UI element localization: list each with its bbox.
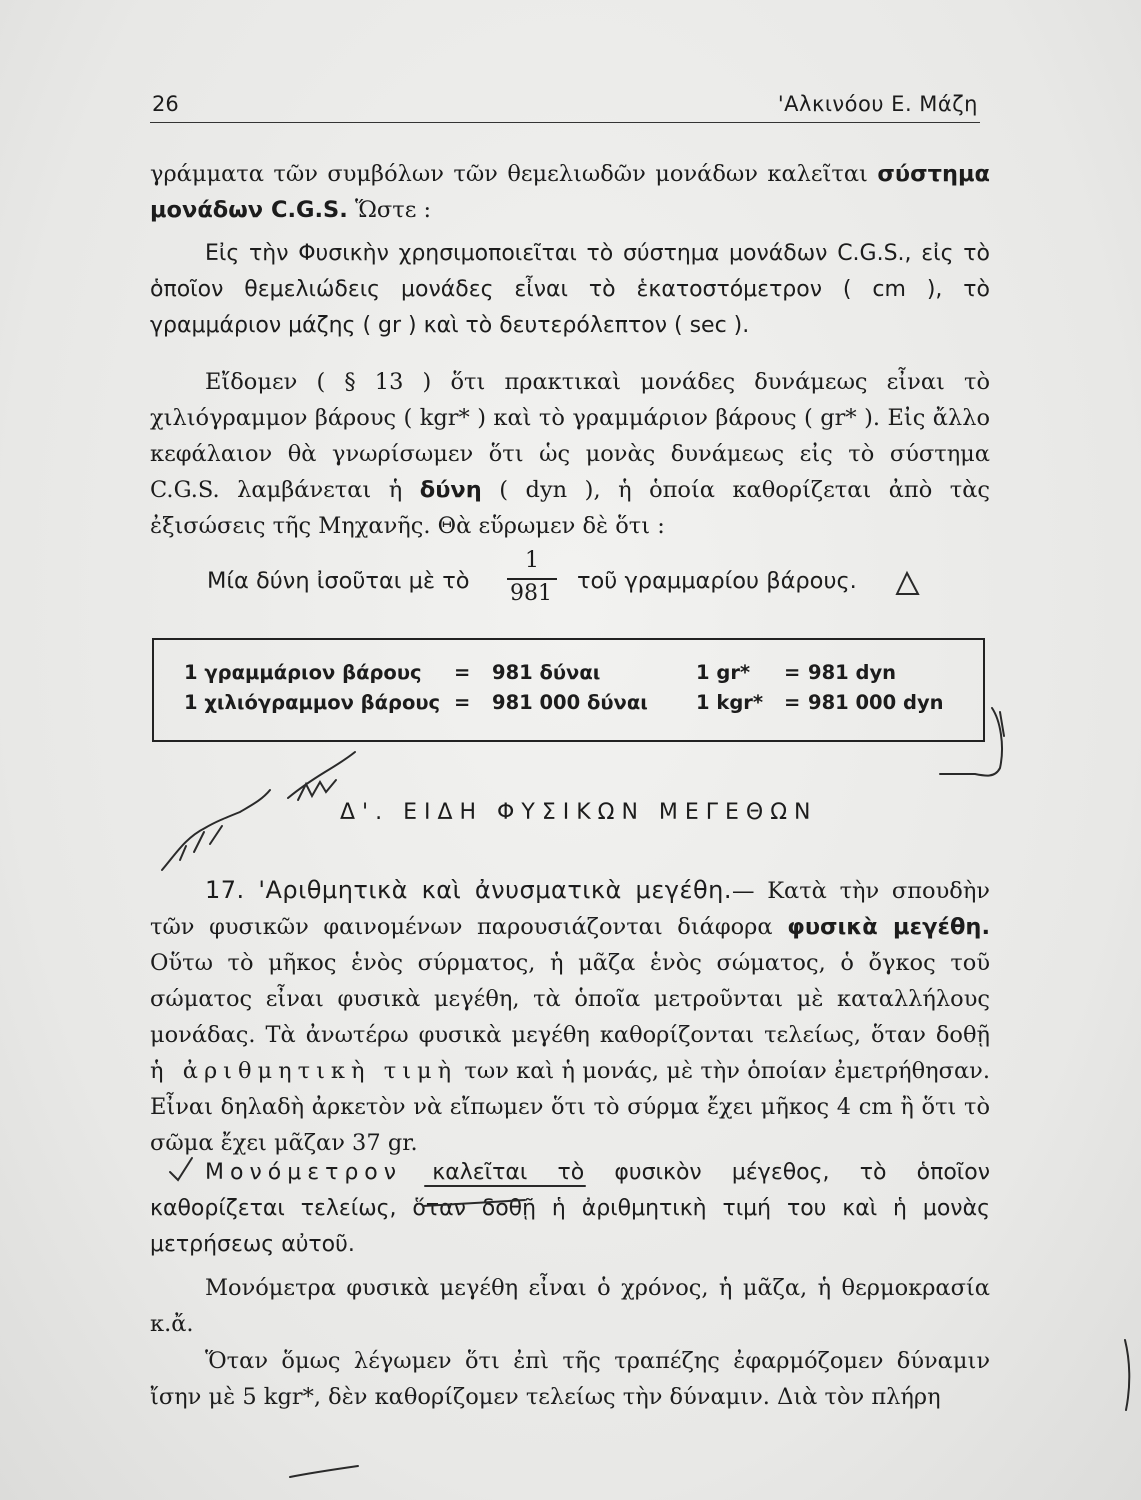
row1-right-value: 981 dyn — [808, 661, 897, 684]
row1-right-eq: = — [784, 661, 801, 684]
row2-right-label: 1 kgr* — [696, 691, 764, 714]
handwriting-squiggle-2 — [288, 752, 355, 798]
fraction-denominator: 981 — [510, 581, 552, 606]
handwriting-squiggle-4 — [180, 826, 222, 860]
spaced-numeric-value: ἡ ἀριθμητικὴ τιμὴ — [150, 1058, 458, 1084]
term-physical-quantities: φυσικὰ μεγέθη. — [787, 914, 990, 940]
right-margin-line — [1125, 1340, 1129, 1410]
formula-text-after: τοῦ γραμμαρίου βάρους. — [577, 568, 857, 594]
paragraph-cgs-intro: γράμματα τῶν συμβόλων τῶν θεμελιωδῶν μονάδων καλεῖται σύστημα μονάδων C.G.S. Ὥστε : — [150, 161, 990, 223]
row1-eq: = — [454, 661, 471, 684]
page-number: 26 — [152, 92, 179, 116]
handwriting-squiggle-1 — [162, 790, 270, 870]
term-scalar: Μονόμετρον — [205, 1160, 403, 1185]
running-head-author: 'Αλκινόου Ε. Μάζη — [777, 92, 978, 116]
row2-left-label: 1 χιλιόγραμμον βάρους — [184, 691, 441, 714]
row2-right-eq: = — [784, 691, 801, 714]
row1-left-value: 981 δύναι — [492, 661, 601, 684]
paragraph-dyne: Εἴδομεν ( § 13 ) ὅτι πρακτικαὶ μονάδες δυνάμεως εἶναι τὸ χιλιόγραμμον βάρους ( kgr* ) καὶ τὸ γραμμάριον βάρους ( gr* ). Εἰς ἄλλο κεφάλαιον θὰ γνωρίσωμεν ὅτι ὡς μονὰς δυνάμεως εἰς τὸ σύστημα C.G.S. λαμβάνεται ἡ δύνη ( dyn ), ἡ ὁποία καθορίζεται ἀπὸ τὰς ἐξισώσεις τῆς Μηχανῆς. Θὰ εὕρωμεν δὲ ὅτι : — [150, 369, 991, 539]
page-header — [150, 92, 980, 123]
paragraph-cgs-units: Εἰς τὴν Φυσικὴν χρησιμοποιεῖται τὸ σύστημα μονάδων C.G.S., εἰς τὸ ὁποῖον θεμελιώδεις μονάδες εἶναι τὸ ἑκατοστόμετρον ( cm ), τὸ γραμμάριον μάζης ( gr ) καὶ τὸ δευτερόλεπτον ( sec ). — [150, 241, 990, 338]
row2-eq: = — [454, 691, 471, 714]
units-conversion-box — [152, 638, 985, 742]
row1-left-label: 1 γραμμάριον βάρους — [184, 661, 422, 684]
paragraph-section-17: 17. 'Αριθμητικὰ καὶ ἀνυσματικὰ μεγέθη.— Κατὰ τὴν σπουδὴν τῶν φυσικῶν φαινομένων παρουσιάζονται διάφορα φυσικὰ μεγέθη. Οὕτω τὸ μῆκος ἑνὸς σύρματος, ἡ μᾶζα ἑνὸς σώματος, ὁ ὄγκος τοῦ σώματος εἶναι φυσικὰ μεγέθη, τὰ ὁποῖα μετροῦνται μὲ καταλλήλους μονάδας. Τὰ ἀνωτέρω φυσικὰ μεγέθη καθορίζονται τελείως, ὅταν δοθῇ ἡ ἀριθμητικὴ τιμὴ των καὶ ἡ μονάς, μὲ τὴν ὁποίαν ἐμετρήθησαν. Εἶναι δηλαδὴ ἀρκετὸν νὰ εἴπωμεν ὅτι τὸ σύρμα ἔχει μῆκος 4 cm ἢ ὅτι τὸ σῶμα ἔχει μᾶζαν 37 gr. — [150, 876, 990, 1156]
term-cgs-system: σύστημα μονάδων C.G.S. — [150, 161, 990, 223]
row2-left-value: 981 000 δύναι — [492, 691, 648, 714]
row1-right-label: 1 gr* — [696, 661, 751, 684]
fraction-bar — [507, 578, 557, 580]
paragraph-vector-intro: Ὅταν ὅμως λέγωμεν ὅτι ἐπὶ τῆς τραπέζης ἐφαρμόζομεν δύναμιν ἴσην μὲ 5 kgr*, δὲν καθορίζομεν τελείως τὴν δύναμιν. Διὰ τὸν πλήρη — [150, 1348, 990, 1410]
fraction-numerator: 1 — [525, 548, 539, 573]
bottom-stroke — [290, 1466, 358, 1477]
pencil-triangle-mark — [897, 573, 918, 594]
paragraph-scalar-examples: Μονόμετρα φυσικὰ μεγέθη εἶναι ὁ χρόνος, ἡ μᾶζα, ἡ θερμοκρασία κ.ἄ. — [150, 1275, 990, 1337]
formula-text-before: Μία δύνη ἰσοῦται μὲ τὸ — [207, 568, 470, 594]
section-17-heading: 17. 'Αριθμητικὰ καὶ ἀνυσματικὰ μεγέθη. — [205, 876, 732, 904]
section-title: Δ'. ΕΙΔΗ ΦΥΣΙΚΩΝ ΜΕΓΕΘΩΝ — [340, 800, 818, 825]
box-edge-tick — [1000, 712, 1004, 736]
handwriting-squiggle-3 — [298, 780, 336, 800]
paragraph-scalar-definition: Μονόμετρον καλεῖται τὸ φυσικὸν μέγεθος, τὸ ὁποῖον καθορίζεται τελείως, ὅταν δοθῇ ἡ ἀριθμητικὴ τιμή του καὶ ἡ μονὰς μετρήσεως αὐτοῦ. — [150, 1160, 990, 1257]
row2-right-value: 981 000 dyn — [808, 691, 944, 714]
term-dyne: δύνη — [419, 477, 482, 503]
